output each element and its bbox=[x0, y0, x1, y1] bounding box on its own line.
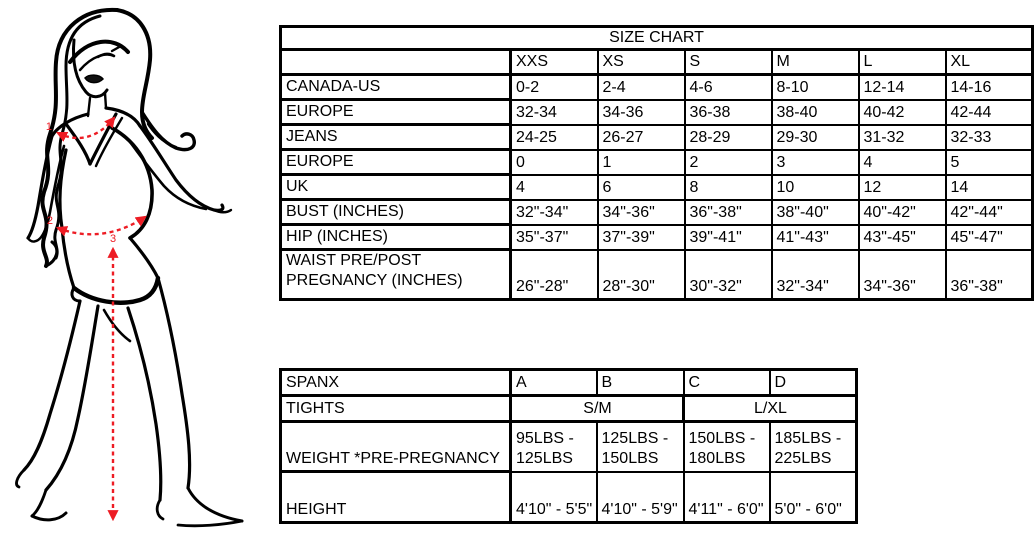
cell: 4-6 bbox=[685, 75, 772, 100]
body-lines bbox=[17, 108, 242, 526]
cell: 32"-34" bbox=[772, 250, 859, 300]
cell: S/M bbox=[511, 396, 684, 422]
table-row bbox=[281, 75, 1033, 100]
row-label: BUST (INCHES) bbox=[281, 200, 511, 225]
cell: 28"-30" bbox=[598, 250, 685, 300]
table-row bbox=[281, 50, 1033, 75]
cell: 31-32 bbox=[859, 125, 946, 150]
cell: 3 bbox=[772, 150, 859, 175]
size-chart-title: SIZE CHART bbox=[281, 27, 1033, 50]
cell: 2 bbox=[685, 150, 772, 175]
cell: 2-4 bbox=[598, 75, 685, 100]
table-row bbox=[281, 422, 857, 472]
cell: 32-34 bbox=[511, 100, 598, 125]
cell: 41"-43" bbox=[772, 225, 859, 250]
cell: 5'0" - 6'0" bbox=[770, 472, 857, 523]
cell: 45"-47" bbox=[946, 225, 1033, 250]
cell: 43"-45" bbox=[859, 225, 946, 250]
table-row bbox=[281, 175, 1033, 200]
column-header: D bbox=[770, 370, 857, 396]
cell: 4'11" - 6'0" bbox=[684, 472, 770, 523]
table-row bbox=[281, 250, 1033, 300]
row-label bbox=[281, 50, 511, 75]
cell: 38-40 bbox=[772, 100, 859, 125]
cell: 24-25 bbox=[511, 125, 598, 150]
cell: 14-16 bbox=[946, 75, 1033, 100]
cell: 125LBS - 150LBS bbox=[597, 422, 684, 472]
cell: 0 bbox=[511, 150, 598, 175]
column-header: M bbox=[772, 50, 859, 75]
table-row bbox=[281, 370, 857, 396]
cell: 36"-38" bbox=[946, 250, 1033, 300]
pregnant-figure-svg bbox=[0, 0, 272, 534]
cell: 1 bbox=[598, 150, 685, 175]
cell: 36-38 bbox=[685, 100, 772, 125]
row-label: EUROPE bbox=[281, 100, 511, 125]
cell: 6 bbox=[598, 175, 685, 200]
column-header: C bbox=[684, 370, 770, 396]
column-header: A bbox=[511, 370, 597, 396]
cell: 10 bbox=[772, 175, 859, 200]
row-label: JEANS bbox=[281, 125, 511, 150]
row-label: WEIGHT *PRE-PREGNANCY bbox=[281, 422, 511, 472]
spanx-chart-table bbox=[279, 368, 858, 524]
cell: 26"-28" bbox=[511, 250, 598, 300]
hip-measure-line bbox=[58, 217, 145, 234]
cell: 8 bbox=[685, 175, 772, 200]
row-label: TIGHTS bbox=[281, 396, 511, 422]
cell: 35"-37" bbox=[511, 225, 598, 250]
row-label: EUROPE bbox=[281, 150, 511, 175]
row-label: CANADA-US bbox=[281, 75, 511, 100]
row-label: HEIGHT bbox=[281, 472, 511, 523]
cell: 34"-36" bbox=[859, 250, 946, 300]
cell: 14 bbox=[946, 175, 1033, 200]
table-row bbox=[281, 27, 1033, 50]
table-row bbox=[281, 225, 1033, 250]
measure-label-hip: 2 bbox=[46, 215, 53, 227]
measure-label-bust: 1 bbox=[45, 121, 52, 133]
column-header: XS bbox=[598, 50, 685, 75]
column-header: S bbox=[685, 50, 772, 75]
cell: 4'10" - 5'5" bbox=[511, 472, 597, 523]
table-row bbox=[281, 396, 857, 422]
column-header: XXS bbox=[511, 50, 598, 75]
cell: 0-2 bbox=[511, 75, 598, 100]
table-row bbox=[281, 125, 1033, 150]
cell: 37"-39" bbox=[598, 225, 685, 250]
cell: 29-30 bbox=[772, 125, 859, 150]
cell: 34-36 bbox=[598, 100, 685, 125]
cell: 95LBS - 125LBS bbox=[511, 422, 597, 472]
cell: 34"-36" bbox=[598, 200, 685, 225]
table-row bbox=[281, 200, 1033, 225]
cell: 5 bbox=[946, 150, 1033, 175]
cell: 40"-42" bbox=[859, 200, 946, 225]
column-header: B bbox=[597, 370, 684, 396]
column-header: XL bbox=[946, 50, 1033, 75]
row-label: SPANX bbox=[281, 370, 511, 396]
table-row bbox=[281, 472, 857, 523]
pregnant-figure-illustration bbox=[0, 0, 272, 534]
cell: 28-29 bbox=[685, 125, 772, 150]
cell: 32-33 bbox=[946, 125, 1033, 150]
cell: 40-42 bbox=[859, 100, 946, 125]
table-row bbox=[281, 100, 1033, 125]
row-label: WAIST PRE/POST PREGNANCY (INCHES) bbox=[281, 250, 511, 300]
cell: 4 bbox=[511, 175, 598, 200]
row-label: HIP (INCHES) bbox=[281, 225, 511, 250]
cell: 39"-41" bbox=[685, 225, 772, 250]
cell: 4'10" - 5'9" bbox=[597, 472, 684, 523]
cell: 36"-38" bbox=[685, 200, 772, 225]
cell: 185LBS - 225LBS bbox=[770, 422, 857, 472]
cell: L/XL bbox=[684, 396, 857, 422]
cell: 38"-40" bbox=[772, 200, 859, 225]
size-chart-table bbox=[279, 25, 1034, 301]
cell: 12 bbox=[859, 175, 946, 200]
cell: 26-27 bbox=[598, 125, 685, 150]
table-row bbox=[281, 150, 1033, 175]
cell: 4 bbox=[859, 150, 946, 175]
cell: 150LBS - 180LBS bbox=[684, 422, 770, 472]
column-header: L bbox=[859, 50, 946, 75]
cell: 12-14 bbox=[859, 75, 946, 100]
cell: 30"-32" bbox=[685, 250, 772, 300]
cell: 8-10 bbox=[772, 75, 859, 100]
measure-label-height: 3 bbox=[109, 233, 117, 245]
cell: 42-44 bbox=[946, 100, 1033, 125]
row-label: UK bbox=[281, 175, 511, 200]
cell: 42"-44" bbox=[946, 200, 1033, 225]
cell: 32"-34" bbox=[511, 200, 598, 225]
